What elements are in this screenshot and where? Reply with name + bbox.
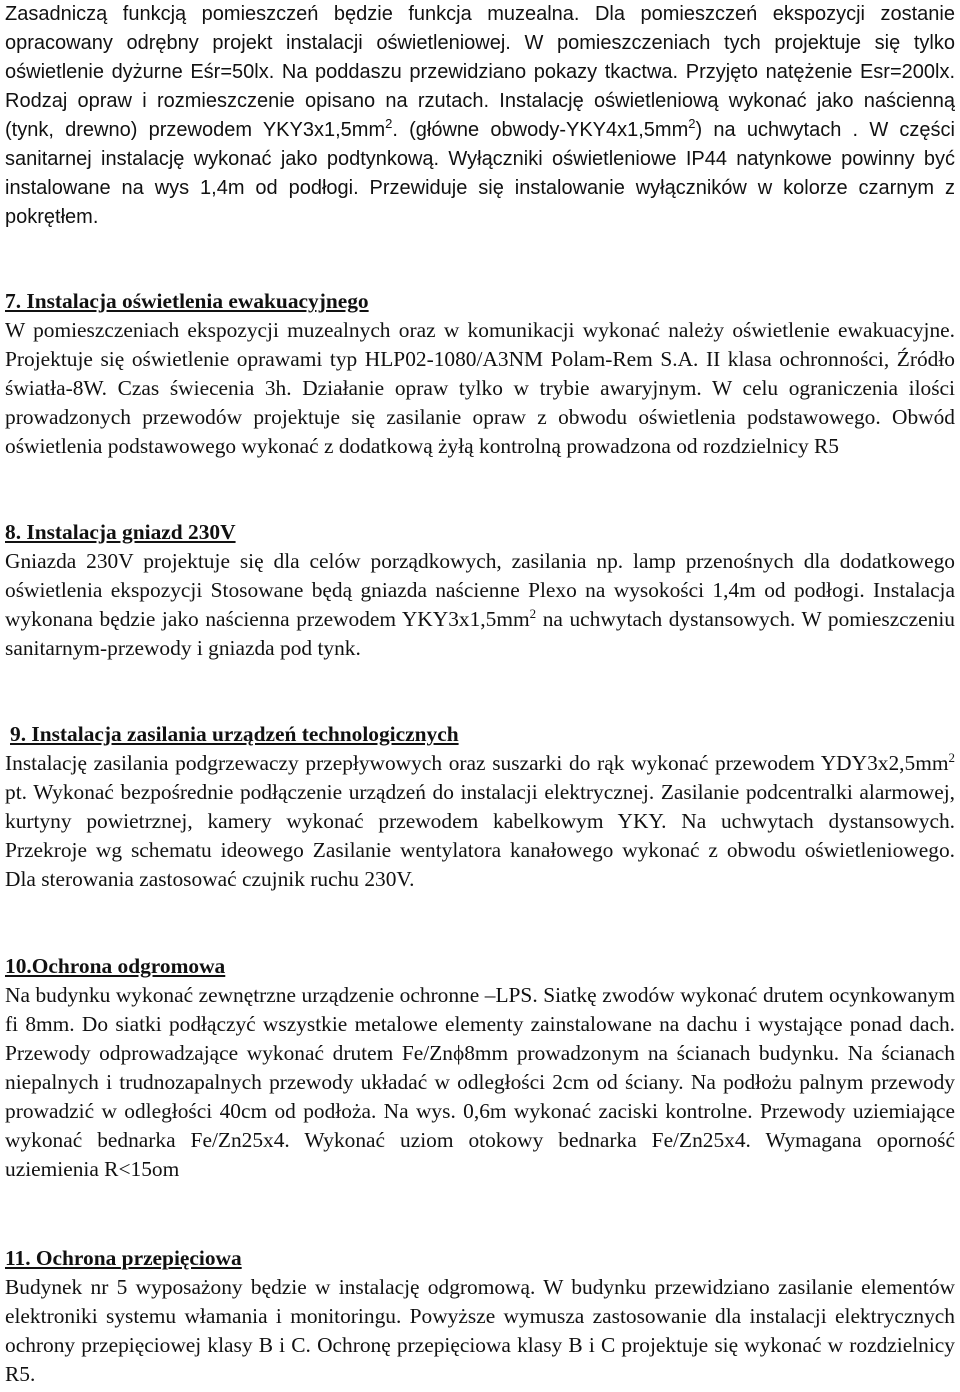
- section-9-text: Instalację zasilania podgrzewaczy przepływowych oraz suszarki do rąk wykonać przewodem $YDY3x2,5mm^2$ pt. Wykonać bezpośrednie podłączenie urządzeń do instalacji elektrycznej. Zasilanie podcentralki alarmowej, kurtyny powietrznej, kamery wykonać przewodem kabelkowym YKY. Na uchwytach dystansowych. Przekroje wg schematu ideowego Zasilanie wentylatora kanałowego wykonać z obwodu oświetleniowego. Dla sterowania zastosować czujnik ruchu 230V.: [5, 750, 955, 891]
- section-8: [5, 518, 955, 663]
- section-10-text: Na budynku wykonać zewnętrzne urządzenie ochronne –LPS. Siatkę zwodów wykonać drutem ocynkowanym fi 8mm. Do siatki podłączyć wszystkie metalowe elementy zainstalowane na dachu i wystające ponad dach. Przewody odprowadzające wykonać drutem Fe/Znϕ8mm prowadzonym na ścianach budynku. Na ścianach niepalnych i trudnozapalnych przewody układać w odległości 2cm od ściany. Na podłożu palnym przewody prowadzić w odległości 40cm od podłoża. Na wys. 0,6m wykonać zaciski kontrolne. Przewody uziemiające wykonać bednarka Fe/Zn25x4. Wykonać uziom otokowy bednarka Fe/Zn25x4. Wymagana oporność uziemienia R<15om: [5, 983, 955, 1181]
- section-10: [5, 952, 955, 1184]
- section-11-text: Budynek nr 5 wyposażony będzie w instalację odgromową. W budynku przewidziano zasilanie elementów elektroniki systemu włamania i monitoringu. Powyższe wymusza zastosowanie dla instalacji elektrycznych ochrony przepięciowej klasy B i C. Ochronę przepięciowa klasy B i C projektuje się wykonać w rozdzielnicy R5.: [5, 1275, 955, 1386]
- section-11: [5, 1244, 955, 1389]
- lighting-paragraph: Zasadniczą funkcją pomieszczeń będzie funkcja muzealna. Dla pomieszczeń ekspozycji zostanie opracowany odrębny projekt instalacji oświetleniowej. W pomieszczeniach tych projektuje się tylko oświetlenie dyżurne Eśr=50lx. Na poddaszu przewidziano pokazy tkactwa. Przyjęto natężenie Esr=200lx. Rodzaj opraw i rozmieszczenie opisano na rzutach. Instalację oświetleniową wykonać jako naścienną (tynk, drewno) przewodem $YKY3x1,5mm^2$. (główne obwody-$YKY4x1,5mm^2$) na uchwytach . W części sanitarnej instalację wykonać jako podtynkową. Wyłączniki oświetleniowe IP44 natynkowe powinny być instalowane na wys 1,4m od podłogi. Przewiduje się instalowanie wyłączników w kolorze czarnym z pokrętłem.: [5, 3, 955, 228]
- section-7: [5, 287, 955, 461]
- section-8-text: Gniazda 230V projektuje się dla celów porządkowych, zasilania np. lamp przenośnych dla dodatkowego oświetlenia ekspozycji Stosowane będą gniazda naścienne Plexo na wysokości 1,4m od podłogi. Instalacja wykonana będzie jako naścienna przewodem $YKY3x1,5mm^2$ na uchwytach dystansowych. W pomieszczeniu sanitarnym-przewody i gniazda pod tynk.: [5, 549, 955, 660]
- section-8-heading: 8. Instalacja gniazd 230V: [5, 520, 236, 544]
- section-9-heading: 9. Instalacja zasilania urządzeń technologicznych: [10, 722, 459, 746]
- section-7-heading: 7. Instalacja oświetlenia ewakuacyjnego: [5, 289, 369, 313]
- section-7-text: W pomieszczeniach ekspozycji muzealnych oraz w komunikacji wykonać należy oświetlenie ewakuacyjne. Projektuje się oświetlenie oprawami typ HLP02-1080/A3NM Polam-Rem S.A. II klasa ochronności, Źródło światła-8W. Czas świecenia 3h. Działanie opraw tylko w trybie awaryjnym. W celu ograniczenia ilości prowadzonych przewodów projektuje się zasilanie opraw z obwodu oświetlenia podstawowego. Obwód oświetlenia podstawowego wykonać z dodatkową żyłą kontrolną prowadzona od rozdzielnicy R5: [5, 318, 955, 458]
- section-9: [5, 720, 955, 894]
- section-11-heading: 11. Ochrona przepięciowa: [5, 1246, 242, 1270]
- section-10-heading: 10.Ochrona odgromowa: [5, 954, 226, 978]
